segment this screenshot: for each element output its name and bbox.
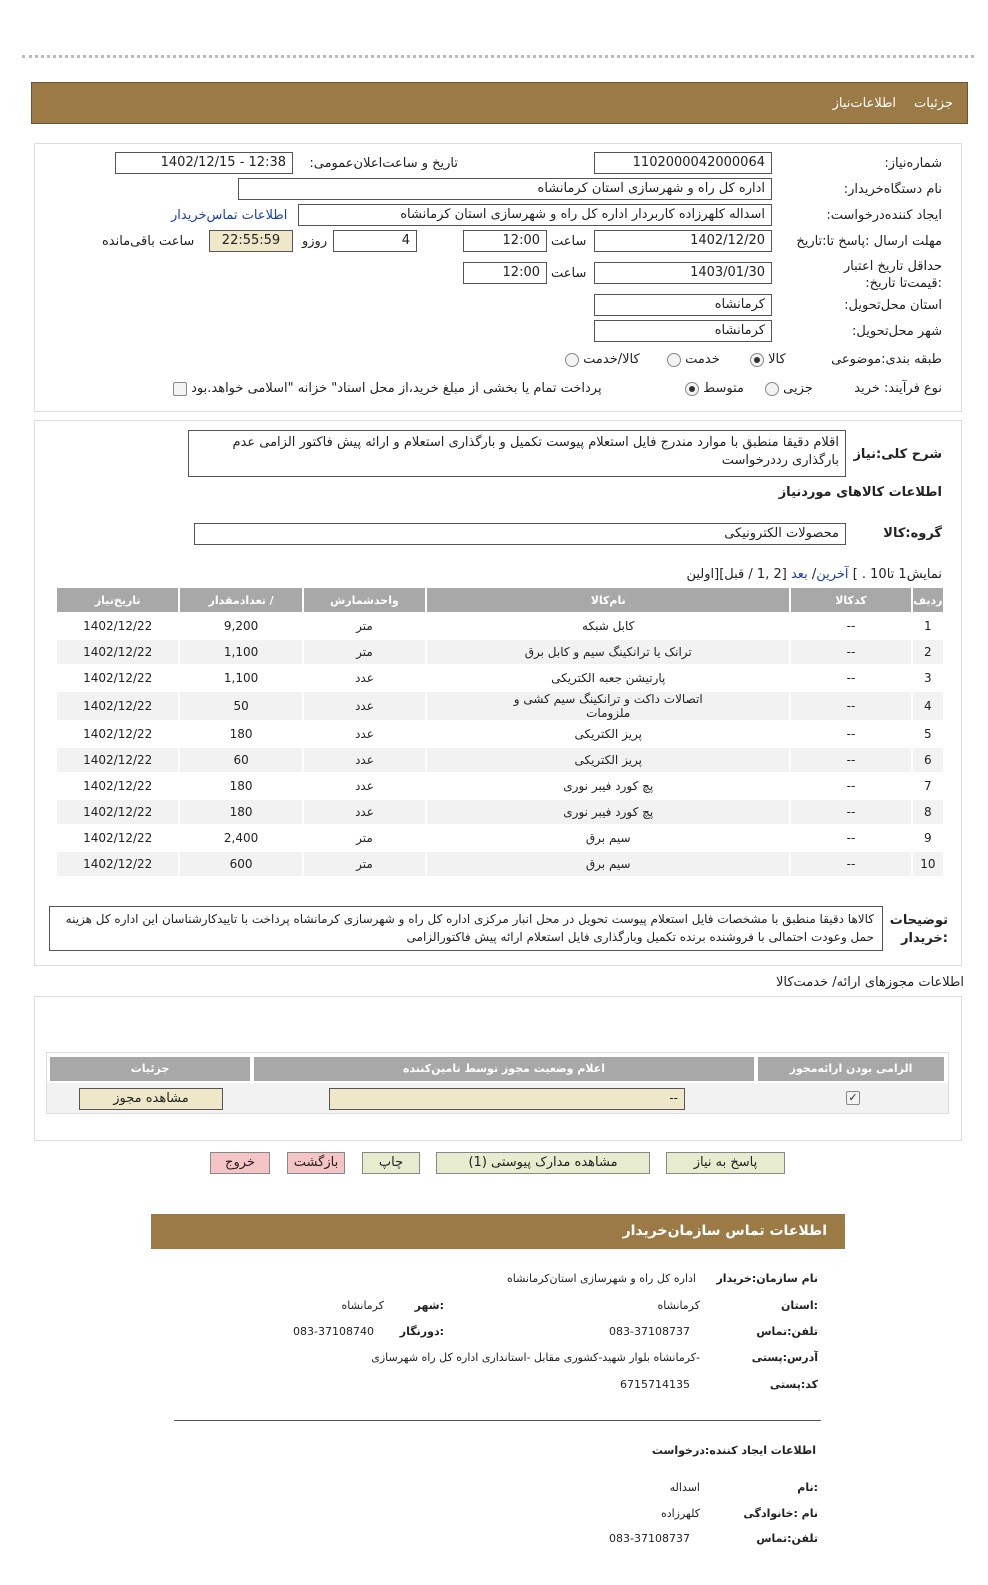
item-qty: 180: [229, 727, 253, 741]
process-medium-radio[interactable]: [685, 382, 699, 396]
permits-col-required: الزامی بودن ارائه‌مجوز: [758, 1057, 944, 1081]
creator-phone-label: تلفن‌:تماس: [756, 1532, 818, 1545]
org-address-label: آدرس‌:پستی: [751, 1351, 818, 1364]
tab-details[interactable]: جزئیات: [914, 96, 953, 111]
item-qty: 2,400: [223, 831, 259, 845]
item-qty: 180: [229, 779, 253, 793]
goods-table: [55, 586, 945, 878]
category-service[interactable]: [667, 352, 720, 367]
item-code: --: [846, 779, 856, 793]
payment-note: [173, 381, 602, 396]
org-name-label: نام سازمان‌:خریدار: [716, 1272, 818, 1285]
buyer-field: اداره کل راه و شهرسازی استان کرمانشاه: [238, 178, 772, 200]
deadline-time-label: ساعت: [551, 234, 587, 249]
table-row: [57, 722, 943, 746]
item-unit: عدد: [304, 800, 425, 824]
item-date: 1402/12/22: [83, 779, 153, 793]
creator-last-label: نام :خانوادگی: [743, 1507, 818, 1520]
province-label: استان محل‌تحویل:: [844, 298, 942, 313]
creator-first-name: اسداله: [669, 1481, 700, 1494]
item-unit: متر: [304, 640, 425, 664]
org-city: کرمانشاه: [341, 1299, 384, 1312]
pager-range: نمایش1 تا10 . ]: [852, 567, 942, 582]
row-number: 5: [924, 727, 932, 741]
attachments-button[interactable]: مشاهده مدارک پیوستی (1): [436, 1152, 650, 1174]
goods-group-field: محصولات الکترونیکی: [194, 523, 846, 545]
reply-button[interactable]: پاسخ به نیاز: [666, 1152, 785, 1174]
item-unit: عدد: [355, 671, 374, 685]
item-name: سیم برق: [427, 852, 789, 876]
buyer-notes-text: کالاها دقیقا منطبق با مشخصات فایل استعلام پیوست تحویل در محل انبار مرکزی اداره کل راه و شهرسازی کرمانشاه پرداخت با تاییدکارشناسان این اداره کل هزینه حمل وعودت احتمالی با فروشنده برنده تکمیل وبارگذاری فایل استعلام ارائه پیش فاکتورالزامی: [49, 906, 883, 951]
process-minor-radio[interactable]: [765, 382, 779, 396]
item-name: پچ کورد فیبر نوری: [563, 779, 654, 793]
pager-next-link[interactable]: بعد: [790, 567, 808, 582]
item-unit: عدد: [355, 727, 374, 741]
item-date: 1402/12/22: [83, 727, 153, 741]
city-label: شهر محل‌تحویل:: [852, 324, 942, 339]
col-date: تاریخ‌نیاز: [57, 588, 178, 612]
pager-last-link[interactable]: آخرین: [816, 567, 849, 582]
table-row: [57, 852, 943, 876]
creator-field: اسداله کلهرزاده کاربردار اداره کل راه و شهرسازی استان کرمانشاه: [298, 204, 772, 226]
deadline-date-field: 1402/12/20: [594, 230, 772, 252]
item-code: --: [791, 852, 910, 876]
item-date: 1402/12/22: [57, 852, 178, 876]
item-unit: عدد: [355, 779, 374, 793]
table-row: [57, 666, 943, 690]
org-province: کرمانشاه: [657, 1299, 700, 1312]
validity-time-field: 12:00: [463, 262, 547, 284]
category-both-label: کالا/خدمت: [583, 352, 640, 367]
process-medium[interactable]: [685, 381, 744, 396]
payment-checkbox[interactable]: [173, 382, 187, 396]
item-code: --: [791, 640, 910, 664]
description-text: اقلام دقیقا منطبق با موارد مندرج فایل استعلام پیوست تکمیل و بارگذاری استعلام و ارائه پیش فاکتور الزامی عدم بارگذاری رددرخواست: [188, 430, 846, 477]
org-fax: 083-37108740: [293, 1325, 374, 1338]
org-province-label: :استان: [781, 1299, 818, 1312]
payment-note-text: پرداخت تمام یا بخشی از مبلغ خرید،از محل اسناد" خزانه "اسلامی خواهد.بود: [191, 381, 602, 396]
col-qty: / تعدادمقدار: [180, 588, 301, 612]
item-unit: عدد: [304, 692, 425, 720]
item-date: 1402/12/22: [83, 619, 153, 633]
deadline-time-field: 12:00: [463, 230, 547, 252]
row-number: 7: [924, 779, 932, 793]
announce-field: 1402/12/15 - 12:38: [115, 152, 293, 174]
item-unit: متر: [304, 852, 425, 876]
item-qty: 1,100: [180, 640, 301, 664]
item-qty: 60: [180, 748, 301, 772]
org-city-label: :شهر: [414, 1299, 444, 1312]
item-date: 1402/12/22: [57, 640, 178, 664]
process-medium-label: متوسط: [703, 381, 744, 396]
item-name: پریز الکتریکی: [574, 727, 643, 741]
buyer-contact-link[interactable]: اطلاعات تماس‌خریدار: [171, 208, 288, 223]
org-contact-title: اطلاعات تماس سازمان‌خریدار: [622, 1223, 827, 1239]
col-code: کدکالا: [791, 588, 910, 612]
row-number: 2: [913, 640, 943, 664]
category-goods-label: کالا: [768, 352, 786, 367]
buyer-notes-label: توضیحات :خریدار: [889, 913, 948, 946]
goods-info-title: اطلاعات کالاهای موردنیاز: [778, 485, 942, 500]
goods-table-header: [57, 588, 943, 612]
days-label: روزو: [302, 234, 328, 249]
row-number: 8: [913, 800, 943, 824]
item-qty: 1,100: [223, 671, 259, 685]
creator-last-name: کلهرزاده: [660, 1507, 700, 1520]
table-row: [57, 800, 943, 824]
category-label: طبقه بندی‌:موضوعی: [831, 352, 942, 367]
announce-label: تاریخ و ساعت‌اعلان‌عمومی:: [309, 156, 458, 171]
permit-status-field[interactable]: --: [329, 1088, 685, 1110]
row-number: 4: [913, 692, 943, 720]
item-date: 1402/12/22: [57, 800, 178, 824]
col-unit: واحدشمارش: [304, 588, 425, 612]
process-minor-label: جزیی: [783, 381, 813, 396]
validity-label: حداقل تاریخ اعتبار :قیمت‌تا تاریخ:: [843, 259, 942, 291]
item-code: --: [791, 748, 910, 772]
row-number: 10: [913, 852, 943, 876]
creator-first-label: :نام: [797, 1481, 818, 1494]
pager: نمایش1 تا10 . ] آخرین/ بعد [2 ,1 / قبل][اولین: [686, 567, 942, 582]
org-phone-label: تلفن‌:تماس: [756, 1325, 818, 1338]
org-name: اداره کل راه و شهرسازی استان‌کرمانشاه: [507, 1272, 696, 1285]
item-unit: متر: [356, 831, 373, 845]
table-row: [57, 614, 943, 638]
item-qty: 50: [180, 692, 301, 720]
item-qty: 600: [180, 852, 301, 876]
item-code: --: [846, 619, 856, 633]
permits-col-status: اعلام وضعیت مجوز توسط تامین‌کننده: [254, 1057, 754, 1081]
print-button[interactable]: چاپ: [362, 1152, 420, 1174]
item-date: 1402/12/22: [57, 748, 178, 772]
category-both-radio[interactable]: [565, 353, 579, 367]
row-number: 9: [924, 831, 932, 845]
item-name: اتصالات داکت و ترانکینگ سیم کشی و ملزومات: [427, 692, 789, 720]
creator-label: ایجاد کننده‌درخواست:: [826, 208, 942, 223]
item-code: --: [846, 831, 856, 845]
col-row: ردیف: [913, 588, 943, 612]
description-label: شرح کلی‌:نیاز: [853, 447, 942, 462]
process-minor[interactable]: [765, 381, 813, 396]
org-phone: 083-37108737: [609, 1325, 690, 1338]
item-name: پچ کورد فیبر نوری: [427, 800, 789, 824]
item-unit: متر: [356, 619, 373, 633]
tab-need-info[interactable]: اطلاعات‌نیاز: [832, 96, 897, 111]
process-label: نوع فرآیند: خرید: [854, 381, 942, 396]
view-permit-button[interactable]: مشاهده مجوز: [79, 1088, 223, 1110]
buyer-label: نام دستگاه‌خریدار:: [843, 182, 942, 197]
org-address: -کرمانشاه بلوار شهید-کشوری مقابل -استانداری اداره کل راه شهرسازی: [371, 1351, 700, 1364]
item-name: سیم برق: [585, 831, 631, 845]
item-code: --: [791, 692, 910, 720]
deadline-label: مهلت ارسال :پاسخ تا:تاریخ: [796, 234, 942, 249]
category-goods-radio[interactable]: [750, 353, 764, 367]
org-contact-header: [151, 1214, 845, 1249]
permits-col-details: جزئیات: [50, 1057, 250, 1081]
col-name: نام‌کالا: [427, 588, 789, 612]
item-name: ترانک یا ترانکینگ سیم و کابل برق: [427, 640, 789, 664]
province-field: کرمانشاه: [594, 294, 772, 316]
page-header: [31, 82, 968, 124]
need-number-label: شماره‌نیاز:: [884, 156, 942, 171]
category-service-label: خدمت: [685, 352, 720, 367]
table-row: [57, 748, 943, 772]
days-field: 4: [333, 230, 417, 252]
org-postal-label: کد:پستی: [769, 1378, 818, 1391]
back-button[interactable]: بازگشت: [287, 1152, 345, 1174]
goods-group-label: گروه‌:کالا: [883, 526, 942, 541]
item-name: کابل شبکه: [582, 619, 635, 633]
creator-info-title: اطلاعات ایجاد کننده‌:درخواست: [651, 1444, 816, 1457]
item-code: --: [791, 800, 910, 824]
item-date: 1402/12/22: [57, 692, 178, 720]
city-field: کرمانشاه: [594, 320, 772, 342]
category-service-radio[interactable]: [667, 353, 681, 367]
org-fax-label: :دورنگار: [399, 1325, 444, 1338]
table-row: [57, 692, 943, 720]
top-divider: [22, 55, 974, 58]
category-goods[interactable]: [750, 352, 786, 367]
permits-title: اطلاعات مجوزهای ارائه/ خدمت‌کالا: [775, 975, 964, 990]
item-date: 1402/12/22: [83, 831, 153, 845]
creator-phone: 083-37108737: [609, 1532, 690, 1545]
row-number: 1: [924, 619, 932, 633]
row-number: 6: [913, 748, 943, 772]
item-unit: عدد: [304, 748, 425, 772]
permit-required-checkbox[interactable]: ✓: [846, 1091, 860, 1105]
table-row: [57, 640, 943, 664]
permits-table: [46, 1052, 949, 1114]
remaining-time-field: 22:55:59: [209, 230, 293, 252]
category-both[interactable]: [565, 352, 640, 367]
item-name: پریز الکتریکی: [427, 748, 789, 772]
item-date: 1402/12/22: [83, 671, 153, 685]
item-code: --: [846, 727, 856, 741]
pager-pages[interactable]: [2 ,1 / قبل][اولین: [686, 567, 787, 582]
validity-time-label: ساعت: [551, 266, 587, 281]
remaining-label: ساعت باقی‌مانده: [102, 234, 195, 249]
row-number: 3: [924, 671, 932, 685]
table-row: [57, 774, 943, 798]
exit-button[interactable]: خروج: [210, 1152, 270, 1174]
item-qty: 9,200: [223, 619, 259, 633]
item-code: --: [846, 671, 856, 685]
validity-date-field: 1403/01/30: [594, 262, 772, 284]
item-name: پارتیشن جعبه الکتریکی: [551, 671, 666, 685]
org-divider: [174, 1420, 821, 1421]
item-qty: 180: [180, 800, 301, 824]
org-postal: 6715714135: [620, 1378, 690, 1391]
table-row: [57, 826, 943, 850]
need-number-field: 1102000042000064: [594, 152, 772, 174]
